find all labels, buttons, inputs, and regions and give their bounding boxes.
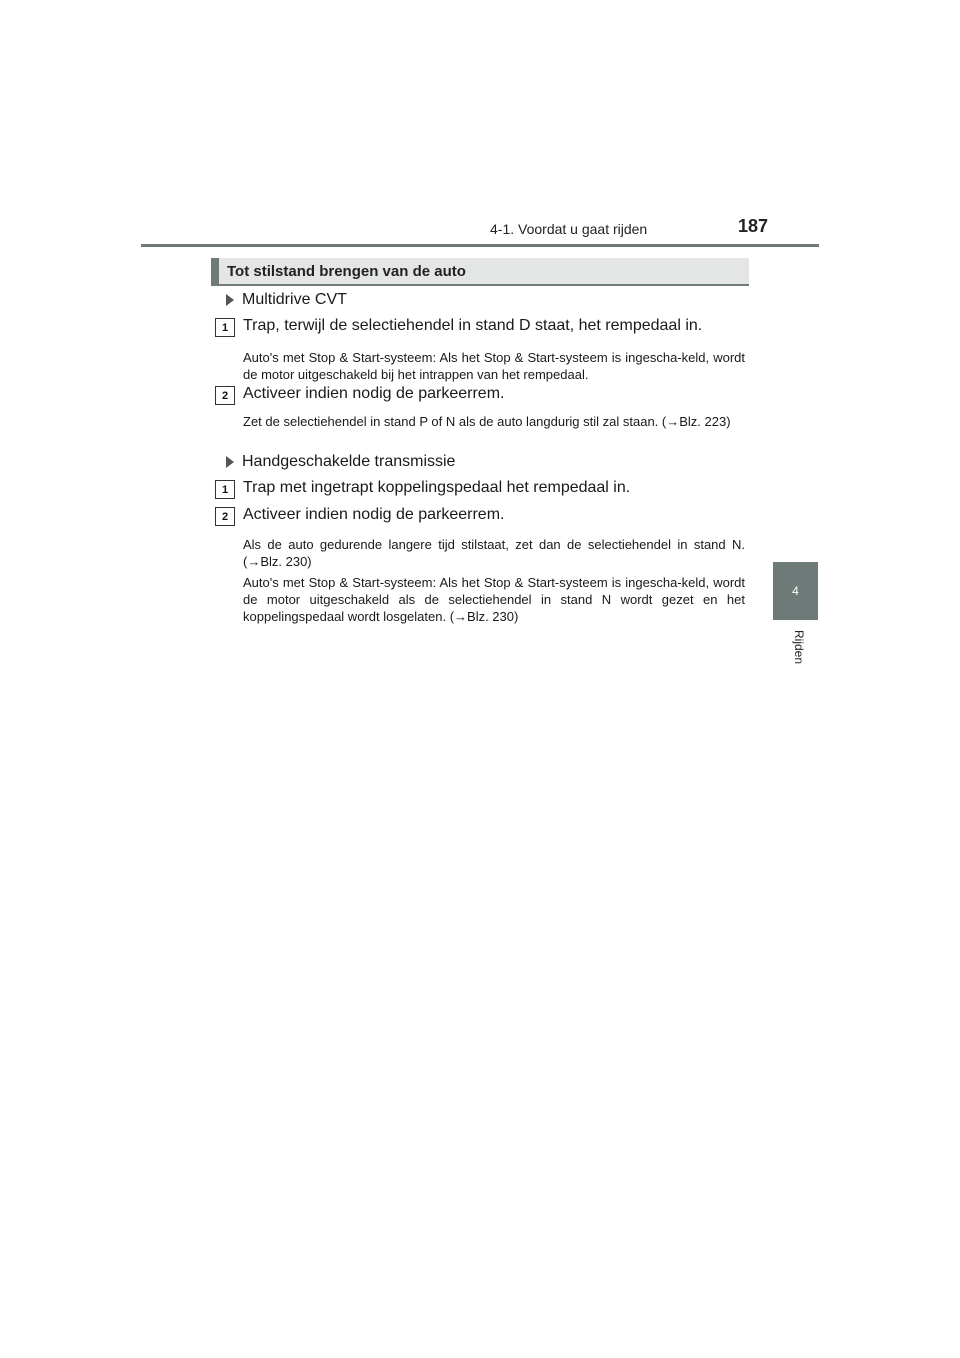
subheading-manual	[226, 453, 455, 471]
step-note	[243, 349, 745, 383]
chapter-label: Rijden	[792, 630, 806, 665]
step-number-badge: 1	[215, 480, 235, 499]
triangle-bullet-icon	[226, 294, 234, 306]
chapter-tab	[773, 562, 818, 620]
note-text: Als de auto gedurende langere tijd stilstaat, zet dan de selectiehendel in stand N. (→Blz. 230)	[243, 537, 745, 569]
triangle-bullet-icon	[226, 456, 234, 468]
section-heading-bar	[211, 258, 219, 284]
header-rule	[141, 244, 819, 247]
step-text: Trap met ingetrapt koppelingspedaal het rempedaal in.	[243, 479, 631, 496]
note-text: Auto's met Stop & Start-systeem: Als het Stop & Start-systeem is ingescha-keld, wordt de motor uitgeschakeld als de selectiehendel in stand N wordt gezet en het koppelingspedaal wordt losgelaten. (→Blz. 230)	[243, 575, 745, 624]
step-number-badge: 1	[215, 318, 235, 337]
note-text: Zet de selectiehendel in stand P of N als de auto langdurig stil zal staan. (→Blz. 223)	[243, 414, 731, 429]
step-note	[243, 413, 745, 430]
section-heading	[211, 258, 749, 286]
subheading-cvt-label: Multidrive CVT	[242, 291, 347, 308]
chapter-number: 4	[792, 584, 799, 598]
step-number-badge: 2	[215, 386, 235, 405]
note-text: Auto's met Stop & Start-systeem: Als het Stop & Start-systeem is ingescha-keld, wordt de motor uitgeschakeld bij het intrappen van het rempedaal.	[243, 350, 745, 382]
step-number-badge: 2	[215, 507, 235, 526]
step-text: Activeer indien nodig de parkeerrem.	[243, 506, 505, 523]
section-title: Tot stilstand brengen van de auto	[227, 262, 466, 280]
running-header: 4-1. Voordat u gaat rijden	[490, 221, 648, 237]
step-text: Trap, terwijl de selectiehendel in stand D staat, het rempedaal in.	[243, 317, 703, 334]
page-number: 187	[738, 216, 769, 236]
subheading-manual-label: Handgeschakelde transmissie	[242, 453, 456, 470]
step-note	[243, 536, 745, 625]
step-text: Activeer indien nodig de parkeerrem.	[243, 385, 505, 402]
subheading-cvt	[226, 291, 347, 309]
